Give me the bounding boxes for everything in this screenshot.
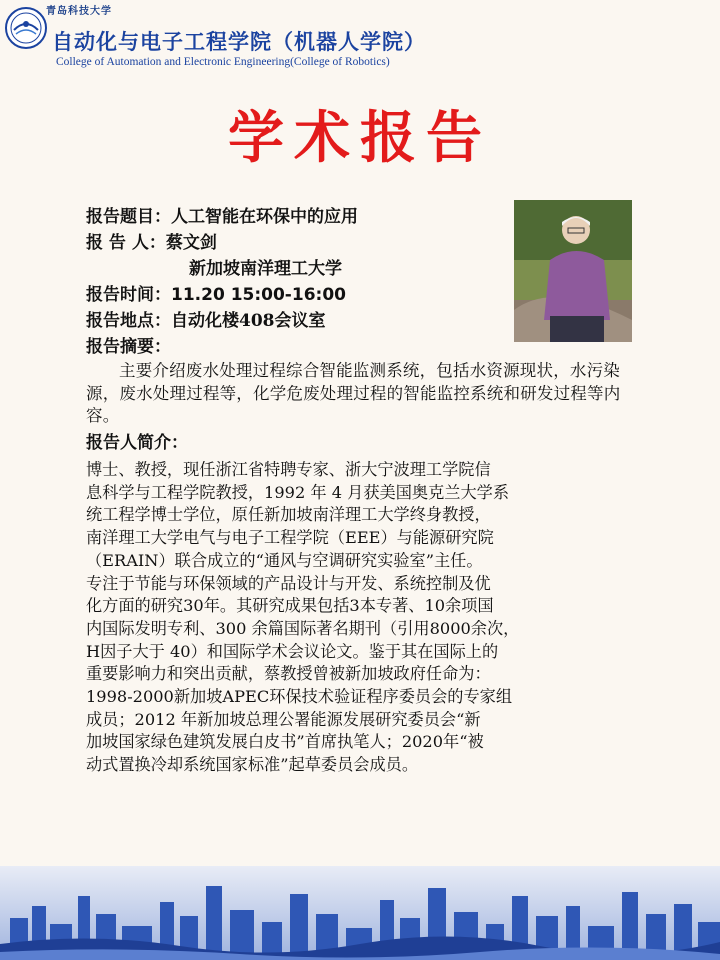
bio-label: 报告人简介： — [86, 432, 188, 453]
affiliation-value: 新加坡南洋理工大学 — [189, 259, 342, 279]
bio-line: 动式置换冷却系统国家标准”起草委员会成员。 — [86, 755, 419, 775]
place-row — [86, 308, 626, 334]
bio-line: 息科学与工程学院教授，1992 年 4 月获美国奥克兰大学系 — [86, 482, 510, 502]
city-skyline-banner — [0, 866, 720, 960]
speaker-row — [86, 230, 626, 256]
bio-line: 内国际发明专利、300 余篇国际著名期刊（引用8000余次， — [86, 618, 520, 638]
bio-line: 统工程学博士学位，原任新加坡南洋理工大学终身教授， — [86, 505, 491, 525]
time-label: 报告时间： — [86, 285, 171, 305]
abstract-text: 主要介绍废水处理过程综合智能监测系统，包括水资源现状，水污染源，废水处理过程等，化学危废处理过程的智能监控系统和研发过程等内容。 — [86, 361, 621, 425]
university-name: 青岛科技大学 — [46, 6, 112, 17]
bio-text — [86, 459, 634, 777]
footer-banner — [0, 866, 720, 960]
topic-row — [86, 204, 626, 230]
time-value: 11.20 15:00-16:00 — [171, 285, 346, 305]
bio-line: 成员；2012 年新加坡总理公署能源发展研究委员会“新 — [86, 709, 481, 729]
topic-label: 报告题目： — [86, 207, 171, 227]
bio-line: 1998-2000新加坡APEC环保技术验证程序委员会的专家组 — [86, 687, 513, 707]
report-info — [86, 204, 626, 456]
place-value: 自动化楼408会议室 — [171, 311, 326, 331]
bio-line: 专注于节能与环保领域的产品设计与开发、系统控制及优 — [86, 573, 491, 593]
university-seal-icon — [4, 6, 48, 50]
affiliation-row — [86, 256, 626, 282]
time-row — [86, 282, 626, 308]
topic-value: 人工智能在环保中的应用 — [171, 207, 358, 227]
speaker-value: 蔡文剑 — [165, 233, 217, 253]
abstract-label: 报告摘要： — [86, 337, 171, 357]
speaker-label: 报 告 人： — [86, 233, 166, 253]
bio-line: （ERAIN）联合成立的“通风与空调研究实验室”主任。 — [86, 550, 483, 570]
bio-line: H因子大于 40）和国际学术会议论文。鉴于其在国际上的 — [86, 641, 499, 661]
page-header — [0, 0, 720, 80]
college-name-cn: 自动化与电子工程学院（机器人学院） — [52, 30, 426, 54]
page-title: 学术报告 — [228, 105, 492, 171]
place-label: 报告地点： — [86, 311, 171, 331]
bio-line: 南洋理工大学电气与电子工程学院（EEE）与能源研究院 — [86, 528, 494, 548]
bio-line: 加坡国家绿色建筑发展白皮书”首席执笔人；2020年“被 — [86, 732, 484, 752]
bio-line: 博士、教授，现任浙江省特聘专家、浙大宁波理工学院信 — [86, 460, 491, 479]
bio-line: 重要影响力和突出贡献，蔡教授曾被新加坡政府任命为： — [86, 664, 491, 684]
college-name-en: College of Automation and Electronic Engineering(College of Robotics) — [56, 56, 390, 68]
bio-line: 化方面的研究30年。其研究成果包括3本专著、10余项国 — [86, 596, 494, 616]
